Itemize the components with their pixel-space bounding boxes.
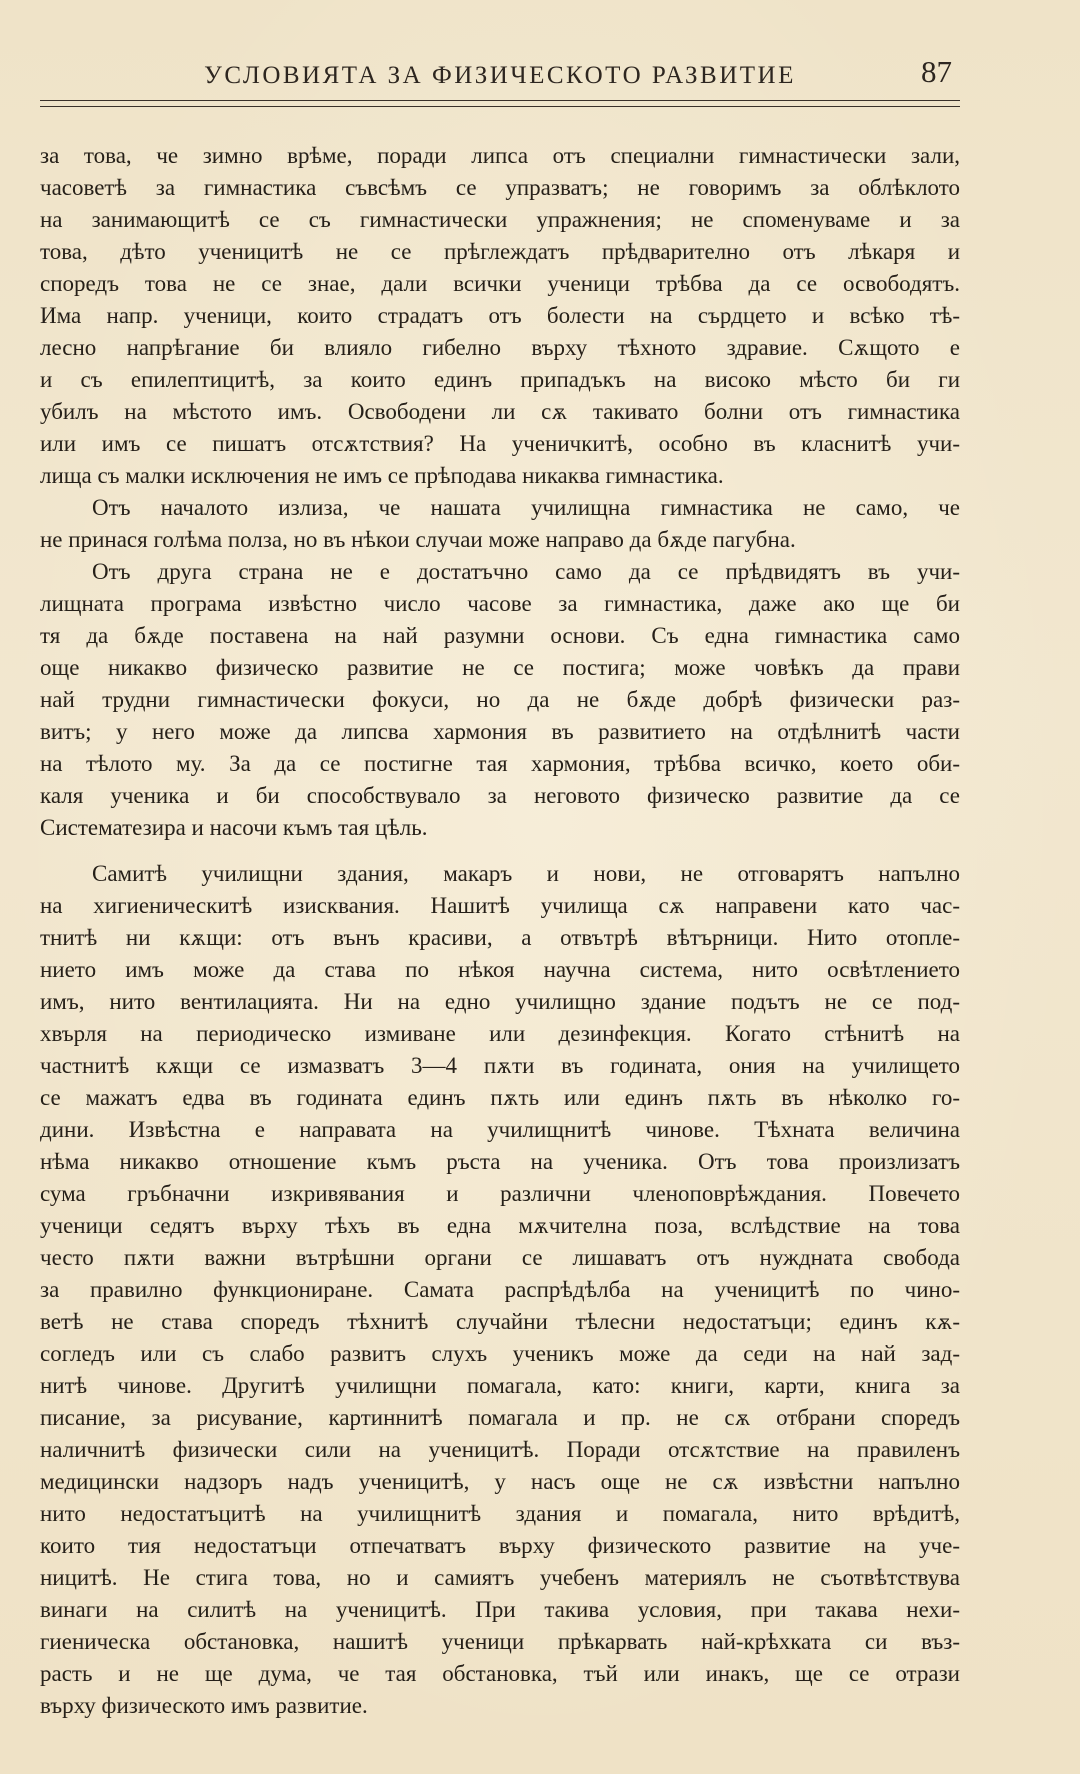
text-line: медицински надзоръ надъ ученицитѣ, у насъ още не сѫ извѣстни напълно (40, 1469, 960, 1494)
running-title: УСЛОВИЯТА ЗА ФИЗИЧЕСКОТО РАЗВИТИЕ (204, 62, 796, 89)
text-line: на хигиеническитѣ изисквания. Нашитѣ училища сѫ направени като час- (40, 893, 960, 918)
paragraph-4 (40, 858, 960, 1722)
text-line: часоветѣ за гимнастика съвсѣмъ се упразватъ; не говоримъ за облѣклото (40, 175, 960, 200)
text-line: лесно напрѣгание би влияло гибелно върху тѣхното здравие. Сѫщото е (40, 335, 960, 360)
text-line: нието имъ може да става по нѣкоя научна система, нито освѣтлението (40, 957, 960, 982)
text-line: за правилно функциониране. Самата распрѣдѣлба на ученицитѣ по чино- (40, 1277, 960, 1302)
text-line: и съ епилептицитѣ, за които единъ припадъкъ на високо мѣсто би ги (40, 367, 960, 392)
text-line: ветѣ не става споредъ тѣхнитѣ случайни тѣлесни недостатъци; единъ кѫ- (40, 1309, 960, 1334)
text-line: витъ; у него може да липсва хармония въ развитието на отдѣлнитѣ части (40, 719, 960, 744)
text-line: не принася голѣма полза, но въ нѣкои случаи може направо да бѫде пагубна. (40, 527, 796, 552)
text-line: ученици седятъ върху тѣхъ въ една мѫчителна поза, вслѣдствие на това (40, 1213, 960, 1238)
text-line: тнитѣ ни кѫщи: отъ вънъ красиви, а отвътрѣ вѣтърници. Нито отопле- (40, 925, 960, 950)
text-line: имъ, нито вентилацията. Ни на едно училищно здание подътъ не се под- (40, 989, 960, 1014)
text-line: хвърля на периодическо измиване или дезинфекция. Когато стѣнитѣ на (40, 1021, 960, 1046)
text-line: ницитѣ. Не стига това, но и самиятъ учебенъ материялъ не съотвѣтствува (40, 1565, 960, 1590)
text-line: на тѣлото му. За да се постигне тая хармония, трѣбва всичко, което оби- (40, 751, 960, 776)
page-number: 87 (921, 54, 952, 89)
text-line: споредъ това не се знае, дали всички ученици трѣбва да се освободятъ. (40, 271, 960, 296)
paragraph-1 (40, 140, 960, 492)
text-line: наличнитѣ физически сили на ученицитѣ. Поради отсѫтствие на правиленъ (40, 1437, 960, 1462)
text-line: това, дѣто ученицитѣ не се прѣглеждатъ прѣдварително отъ лѣкаря и (40, 239, 960, 264)
text-line: лища съ малки исключения не имъ се прѣподава никаква гимнастика. (40, 463, 724, 488)
text-line: Има напр. ученици, които страдатъ отъ болести на сърдцето и всѣко тѣ- (40, 303, 960, 328)
text-line: Самитѣ училищни здания, макаръ и нови, не отговарятъ напълно (92, 861, 960, 886)
header-rule-top (40, 100, 960, 101)
text-line: за това, че зимно врѣме, поради липса отъ специални гимнастически зали, (40, 143, 960, 168)
text-line: расть и не ще дума, че тая обстановка, тъй или инакъ, ще се отрази (40, 1661, 960, 1686)
paragraph-2 (40, 492, 960, 556)
text-line: Систематезира и насочи къмъ тая цѣль. (40, 815, 428, 840)
text-line: каля ученика и би способствувало за неговото физическо развитие да се (40, 783, 960, 808)
text-line: най трудни гимнастически фокуси, но да не бѫде добрѣ физически раз- (40, 687, 960, 712)
text-line: върху физическото имъ развитие. (40, 1693, 368, 1718)
running-head (40, 52, 960, 96)
text-line: согледъ или съ слабо развитъ слухъ ученикъ може да седи на най зад- (40, 1341, 960, 1366)
text-line: частнитѣ кѫщи се измазватъ 3—4 пѫти въ годината, ония на училището (40, 1053, 960, 1078)
header-rule-bottom (40, 106, 960, 107)
text-line: се мажатъ едва въ годината единъ пѫть или единъ пѫть въ нѣколко го- (40, 1085, 960, 1110)
text-line: тя да бѫде поставена на най разумни основи. Съ една гимнастика само (40, 623, 960, 648)
body-text (40, 140, 960, 1722)
text-line: на занимающитѣ се съ гимнастически упражнения; не споменуваме и за (40, 207, 960, 232)
text-line: нѣма никакво отношение къмъ ръста на ученика. Отъ това произлизатъ (40, 1149, 960, 1174)
text-line: убилъ на мѣстото имъ. Освободени ли сѫ такивато болни отъ гимнастика (40, 399, 960, 424)
text-line: лищната програма извѣстно число часове за гимнастика, даже ако ще би (40, 591, 960, 616)
text-line: нитѣ чинове. Другитѣ училищни помагала, като: книги, карти, книга за (40, 1373, 960, 1398)
text-line: гиеническа обстановка, нашитѣ ученици прѣкарвать най-крѣхката си въз- (40, 1629, 960, 1654)
text-line: винаги на силитѣ на ученицитѣ. При такива условия, при такава нехи- (40, 1597, 960, 1622)
text-line: още никакво физическо развитие не се постига; може човѣкъ да прави (40, 655, 960, 680)
text-line: сума гръбначни изкривявания и различни членоповрѣждания. Повечето (40, 1181, 960, 1206)
text-line: Отъ друга страна не е достатъчно само да се прѣдвидятъ въ учи- (92, 559, 960, 584)
text-line: които тия недостатъци отпечатватъ върху физическото развитие на уче- (40, 1533, 960, 1558)
text-line: често пѫти важни вътрѣшни органи се лишаватъ отъ нуждната свобода (40, 1245, 960, 1270)
text-line: нито недостатъцитѣ на училищнитѣ здания и помагала, нито врѣдитѣ, (40, 1501, 960, 1526)
text-line: Отъ началото излиза, че нашата училищна гимнастика не само, че (92, 495, 960, 520)
text-line: или имъ се пишатъ отсѫтствия? На ученичкитѣ, особно въ класнитѣ учи- (40, 431, 960, 456)
text-line: дини. Извѣстна е направата на училищнитѣ чинове. Тѣхната величина (40, 1117, 960, 1142)
paragraph-gap (40, 844, 960, 858)
paragraph-3 (40, 556, 960, 844)
text-line: писание, за рисувание, картиннитѣ помагала и пр. не сѫ отбрани споредъ (40, 1405, 960, 1430)
